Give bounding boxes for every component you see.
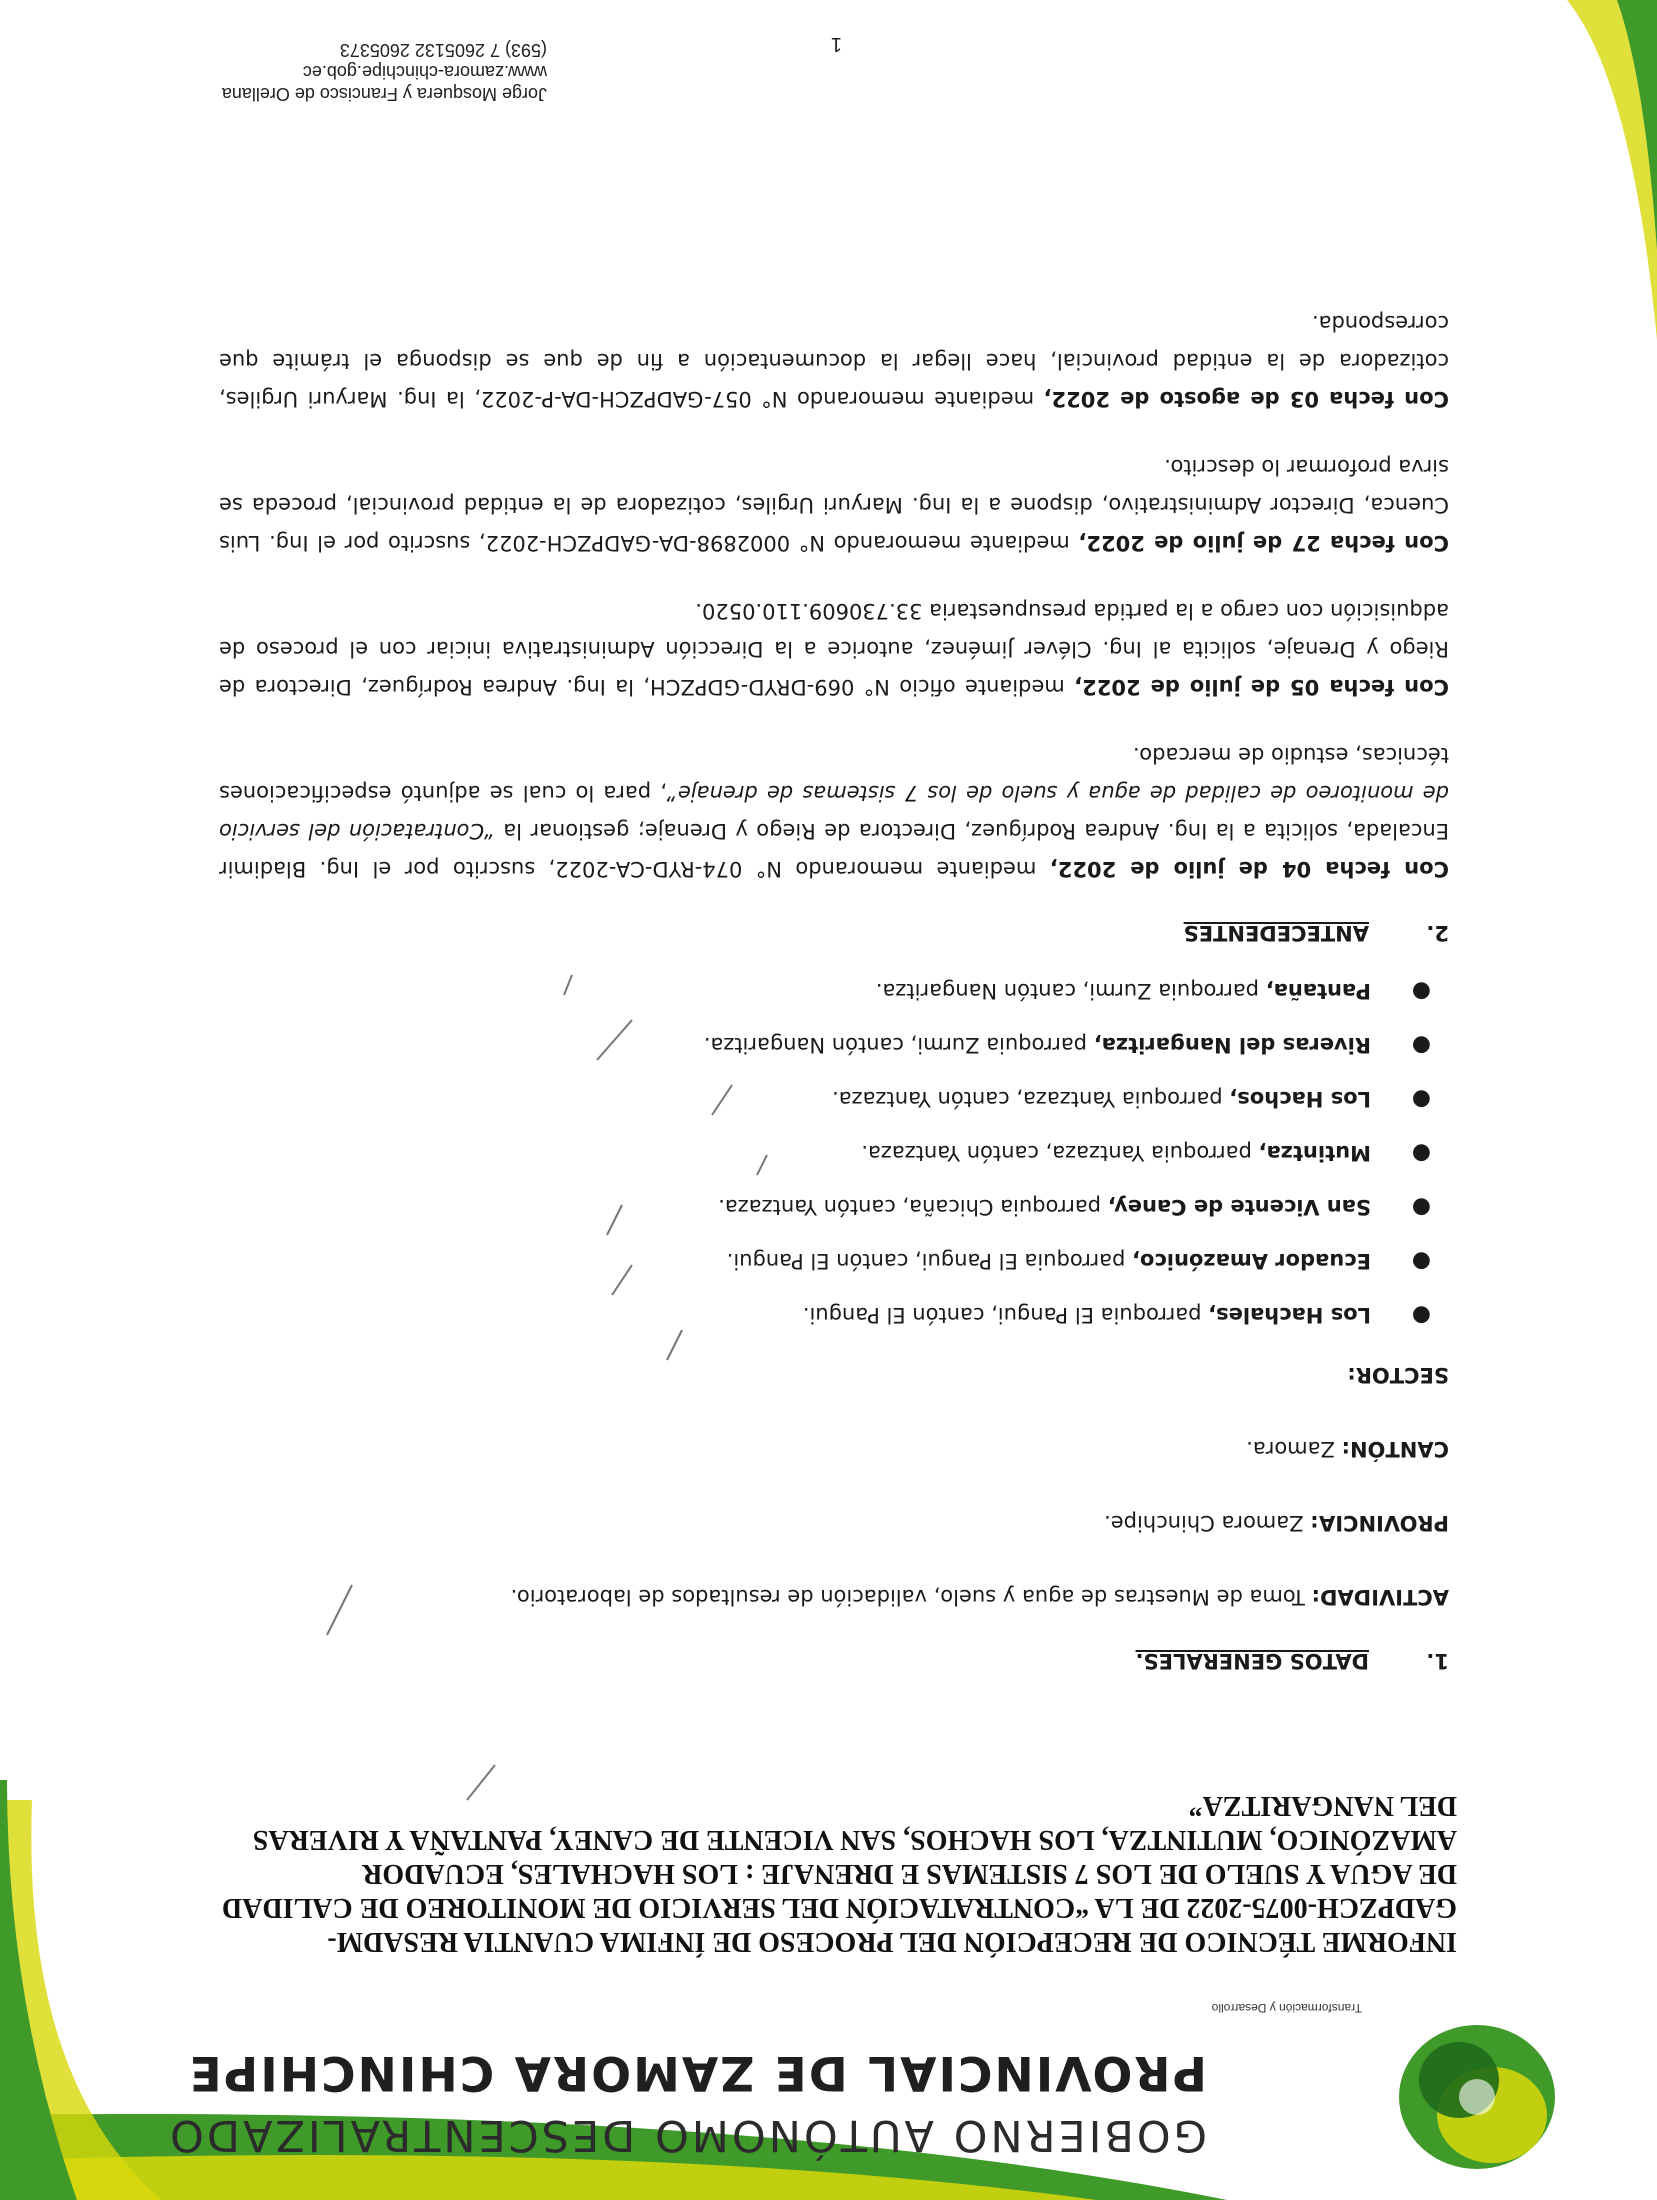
antecedente-paragraph-4 — [219, 304, 1449, 418]
bullet-icon: ● — [1411, 1303, 1431, 1328]
paragraph-date: Con fecha 04 de julio de 2022, — [1049, 857, 1449, 881]
canton-label: CANTÓN: — [1341, 1437, 1449, 1461]
section-2-label: ANTECEDENTES — [1183, 921, 1369, 945]
sector-name: Pantaña, — [1265, 979, 1371, 1003]
canton-value: Zamora. — [1246, 1437, 1342, 1461]
document-body — [219, 274, 1449, 1680]
bullet-icon: ● — [1411, 1141, 1431, 1166]
paragraph-text: mediante memorando N° 057-GADPZCH-DA-P-2022, la Ing. Maryuri Urgiles, cotizadora de la entidad provincial, hace llegar la documentación a fin de que se disponga el trámite que corresponda. — [219, 311, 1449, 411]
sector-name: Los Hachos, — [1229, 1087, 1371, 1111]
canton-field — [219, 1430, 1449, 1468]
bullet-icon: ● — [1411, 1033, 1431, 1058]
actividad-value: Toma de Muestras de agua y suelo, validación de resultados de laboratorio. — [510, 1585, 1312, 1609]
sector-label: SECTOR: — [1347, 1363, 1449, 1387]
sector-name: San Vicente de Caney, — [1107, 1195, 1371, 1219]
bullet-icon: ● — [1411, 1087, 1431, 1112]
sector-location: parroquia El Pangui, cantón El Pangui. — [802, 1303, 1209, 1327]
sector-location: parroquia Zurmi, cantón Nangaritza. — [875, 979, 1266, 1003]
footer-phone: (593) 7 2605132 2605373 — [339, 40, 547, 60]
org-name-line1: GOBIERNO AUTÓNOMO DESCENTRALIZADO — [167, 2110, 1207, 2160]
paragraph-date: Con fecha 05 de julio de 2022, — [1074, 675, 1449, 699]
section-1-label: DATOS GENERALES. — [1135, 1649, 1369, 1673]
section-2-number: 2. — [1426, 921, 1449, 945]
list-item — [219, 972, 1449, 1010]
paragraph-text: mediante oficio N° 069-DRYD-GDPZCH, la Ing. Andrea Rodríguez, Directora de Riego y Drenaje, solicita al Ing. Cléver Jiménez, autorice a la Dirección Administrativa iniciar con el proceso de adquisición con cargo a la partida presupuestaria 33.730609.110.0520. — [219, 599, 1449, 699]
provincia-value: Zamora Chinchipe. — [1104, 1511, 1311, 1535]
footer-address-block — [222, 39, 547, 105]
gadpzch-logo — [1377, 2005, 1577, 2175]
bullet-icon: ● — [1411, 1249, 1431, 1274]
sector-name: Mutintza, — [1258, 1141, 1371, 1165]
antecedente-paragraph-3 — [219, 448, 1449, 562]
org-name-line2: PROVINCIAL DE ZAMORA CHINCHIPE — [187, 2045, 1207, 2100]
logo-center — [1459, 2079, 1495, 2115]
section-1-number: 1. — [1426, 1649, 1449, 1673]
page-number: 1 — [830, 33, 842, 55]
list-item — [219, 1026, 1449, 1064]
sector-list — [219, 972, 1449, 1334]
sector-location: parroquia Yantzaza, cantón Yantzaza. — [861, 1141, 1259, 1165]
sector-location: parroquia El Pangui, cantón El Pangui. — [726, 1249, 1132, 1273]
list-item — [219, 1188, 1449, 1226]
provincia-field — [219, 1504, 1449, 1542]
paragraph-date: Con fecha 27 de julio de 2022, — [1078, 531, 1449, 555]
provincia-label: PROVINCIA: — [1310, 1511, 1449, 1535]
list-item — [219, 1242, 1449, 1280]
sector-name: Los Hachales, — [1208, 1303, 1371, 1327]
paragraph-quote: “Contratación del servicio de monitoreo de calidad de agua y suelo de los 7 sistemas de drenaje” — [219, 781, 1449, 843]
sector-location: parroquia Chicaña, cantón Yantzaza. — [718, 1195, 1108, 1219]
paragraph-date: Con fecha 03 de agosto de 2022, — [1043, 387, 1449, 411]
list-item — [219, 1080, 1449, 1118]
actividad-label: ACTIVIDAD: — [1311, 1585, 1449, 1609]
sector-field — [219, 1356, 1449, 1394]
footer-address: Jorge Mosquera y Francisco de Orellana — [221, 84, 547, 104]
sector-name: Riveras del Nangaritza, — [1093, 1033, 1371, 1057]
bullet-icon: ● — [1411, 1195, 1431, 1220]
footer-website: www.zamora-chinchipe.gob.ec — [302, 62, 547, 82]
sector-location: parroquia Yantzaza, cantón Yantzaza. — [832, 1087, 1230, 1111]
report-title: INFORME TÉCNICO DE RECEPCIÓN DEL PROCESO DE ÍNFIMA CUANTIA RESADM-GADPZCH-0075-2022 DE LA “CONTRATACIÓN DEL SERVICIO DE MONITOREO DE CALIDAD DE AGUA Y SUELO DE LOS 7 SISTEMAS E DRENAJE : LOS HACHALES, ECUADOR AMAZÓNICO, MUTINTZA, LOS HACHOS, SAN VICENTE DE CANEY, PANTAÑA Y RIVERAS DEL NANGARITZA” — [221, 1790, 1457, 1957]
org-slogan: Transformación y Desarrollo — [1211, 2001, 1362, 2015]
sector-location: parroquia Zurmi, cantón Nangaritza. — [703, 1033, 1094, 1057]
actividad-field — [219, 1578, 1449, 1616]
paragraph-text: mediante memorando N° 0002898-DA-GADPZCH-2022, suscrito por el Ing. Luis Cuenca, Director Administrativo, dispone a la Ing. Maryuri Urgiles, cotizadora de la entidad provincial, proceda se sirva proformar lo descrito. — [219, 455, 1449, 555]
antecedente-paragraph-1 — [219, 736, 1449, 888]
antecedente-paragraph-2 — [219, 592, 1449, 706]
list-item — [219, 1296, 1449, 1334]
paragraph-text: mediante memorando N° 074-RYD-CA-2022, suscrito por el Ing. Bladimir Encalada, solicita a la Ing. Andrea Rodríguez, Directora de Riego y Drenaje; gestionar la — [218, 819, 1449, 881]
section-2-heading — [219, 914, 1449, 952]
list-item — [219, 1134, 1449, 1172]
sector-name: Ecuador Amazónico, — [1132, 1249, 1371, 1273]
section-1-heading — [219, 1642, 1449, 1680]
bullet-icon: ● — [1411, 979, 1431, 1004]
paragraph-tail: , para lo cual se adjuntó especificaciones técnicas, estudio de mercado. — [219, 743, 1449, 805]
